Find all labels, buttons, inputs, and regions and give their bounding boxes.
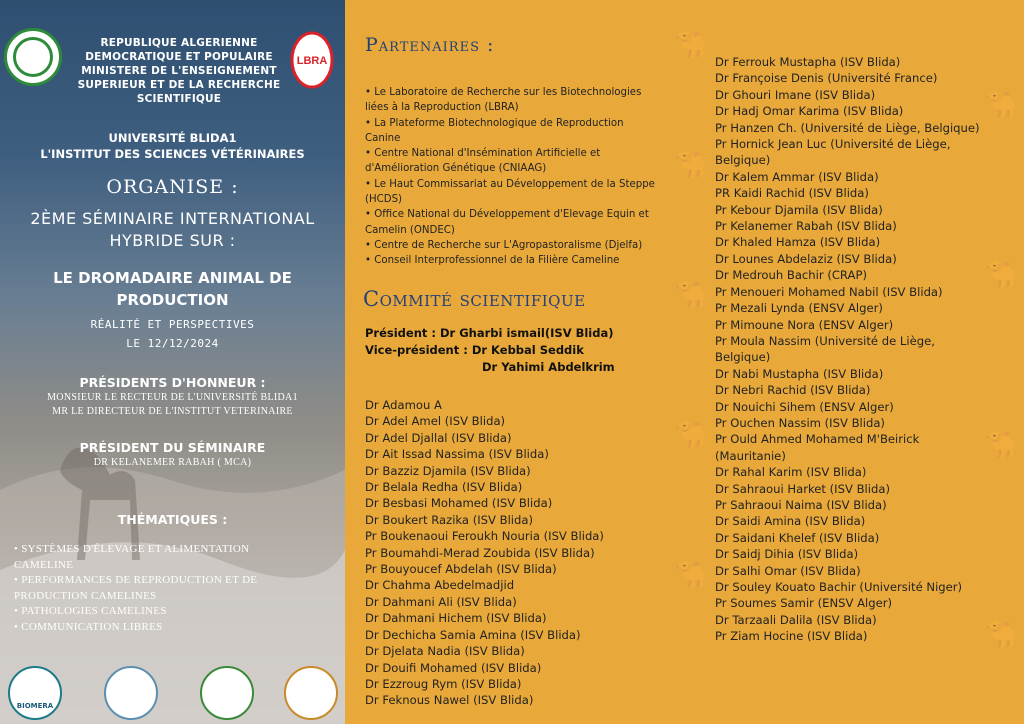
committee-member: Pr Soumes Samir (ENSV Alger) — [715, 596, 893, 611]
committee-member: Pr Bouyoucef Abdelah (ISV Blida) — [365, 562, 557, 577]
committee-member: Dr Saidi Amina (ISV Blida) — [715, 514, 866, 529]
committee-member: Pr Sahraoui Naima (ISV Blida) — [715, 497, 887, 512]
organise-label: ORGANISE : — [106, 176, 239, 198]
committee-member: Pr Ould Ahmed Mohamed M'Beirick — [715, 432, 920, 447]
committee-president: Président : Dr Gharbi ismail(ISV Blida) — [365, 326, 614, 340]
committee-member: Dr Boukert Razika (ISV Blida) — [365, 512, 534, 527]
honour-line-1: MONSIEUR LE RECTEUR DE L'UNIVERSITÉ BLIDA1 — [47, 392, 298, 403]
institute-name: L'INSTITUT DES SCIENCES VÉTÉRINAIRES — [40, 147, 305, 161]
committee-member: Pr Boumahdi-Merad Zoubida (ISV Blida) — [365, 545, 595, 560]
committee-member: Pr Ouchen Nassim (ISV Blida) — [715, 415, 885, 430]
committee-member: Pr Mimoune Nora (ENSV Alger) — [715, 317, 894, 332]
sponsor-logos — [0, 660, 345, 724]
ministry-heading: REPUBLIQUE ALGERIENNE DEMOCRATIQUE ET POPULAIRE MINISTERE DE L'ENSEIGNEMENT SUPERIEUR ET DE LA RECHERCHE SCIENTIFIQUE — [77, 37, 281, 105]
sponsor-logo-2 — [104, 666, 158, 720]
honour-heading: PRÉSIDENTS D'HONNEUR : — [79, 375, 266, 390]
seminar-president-heading: PRÉSIDENT DU SÉMINAIRE — [79, 440, 266, 455]
committee-members-column-2 — [715, 54, 1018, 645]
committee-member: Belgique) — [715, 350, 771, 365]
event-subtitle — [0, 315, 345, 353]
subtitle-text: RÉALITÉ ET PERSPECTIVES — [90, 318, 255, 331]
right-panel — [345, 0, 1024, 724]
seminar-president-name: DR KELANEMER RABAH ( MCA) — [93, 457, 252, 468]
committee-member: (Mauritanie) — [715, 448, 786, 463]
partner-item: • Le Laboratoire de Recherche sur les Biotechnologies liées à la Reproduction (LBRA) — [365, 87, 642, 114]
committee-member: Dr Ghouri Imane (ISV Blida) — [715, 87, 876, 102]
seminar-line-1: 2ÈME SÉMINAIRE INTERNATIONAL — [30, 209, 315, 228]
theme-line-2: PRODUCTION — [116, 291, 229, 309]
lbra-logo — [288, 30, 336, 90]
committee-member: Dr Bazziz Djamila (ISV Blida) — [365, 463, 531, 478]
partner-item: • Office National du Développement d'Elevage Equin et Camelin (ONDEC) — [365, 209, 649, 236]
committee-member: Dr Khaled Hamza (ISV Blida) — [715, 235, 881, 250]
committee-member: Dr Nabi Mustapha (ISV Blida) — [715, 366, 884, 381]
biomera-logo: BIOMERA — [8, 666, 62, 720]
committee-member: Dr Nouichi Sihem (ENSV Alger) — [715, 399, 894, 414]
committee-member: Dr Souley Kouato Bachir (Université Niger) — [715, 580, 963, 594]
committee-member: PR Kaidi Rachid (ISV Blida) — [715, 186, 869, 201]
committee-member: Dr Dahmani Hichem (ISV Blida) — [365, 611, 547, 626]
theme-item: PRODUCTION CAMELINES — [14, 589, 157, 602]
committee-member: Dr Feknous Nawel (ISV Blida) — [365, 693, 534, 708]
university-block — [0, 130, 345, 162]
committee-member: Pr Hanzen Ch. (Université de Liège, Belgique) — [715, 120, 980, 135]
committee-member: Pr Kelanemer Rabah (ISV Blida) — [715, 219, 897, 234]
committee-member: Pr Hornick Jean Luc (Université de Liège, — [715, 137, 951, 152]
camel-pattern-icon: 🐪 — [985, 90, 1018, 120]
committee-member: Dr Ferrouk Mustapha (ISV Blida) — [715, 55, 901, 69]
committee-member: Dr Dechicha Samia Amina (ISV Blida) — [365, 627, 581, 642]
committee-vice-president: Vice-président : Dr Kebbal Seddik — [365, 343, 584, 357]
camel-pattern-icon: 🐪 — [985, 260, 1018, 290]
committee-member: Dr Salhi Omar (ISV Blida) — [715, 563, 861, 578]
committee-member: Dr Saidj Dihia (ISV Blida) — [715, 547, 859, 562]
committee-member: Dr Chahma Abedelmadjid — [365, 578, 515, 593]
themes-heading: THÉMATIQUES : — [117, 512, 228, 527]
committee-member: Dr Hadj Omar Karima (ISV Blida) — [715, 104, 904, 119]
partner-item: • Le Haut Commissariat au Développement de la Steppe (HCDS) — [365, 178, 655, 206]
committee-members-column-1 — [365, 397, 655, 709]
camel-pattern-icon: 🐪 — [675, 560, 708, 590]
camel-pattern-icon: 🐪 — [985, 620, 1018, 650]
committee-member: Dr Françoise Denis (Université France) — [715, 71, 938, 86]
university-name: UNIVERSITÉ BLIDA1 — [108, 131, 237, 145]
sponsor-logo-3 — [200, 666, 254, 720]
theme-item: • COMMUNICATION LIBRES — [14, 620, 163, 633]
committee-member: Belgique) — [715, 153, 771, 168]
left-panel — [0, 0, 345, 724]
committee-member: Dr Douifi Mohamed (ISV Blida) — [365, 660, 542, 675]
committee-member: Dr Adamou A — [365, 398, 442, 412]
republic-logo — [4, 28, 62, 86]
committee-member: Dr Nebri Rachid (ISV Blida) — [715, 383, 871, 398]
honour-line-2: MR LE DIRECTEUR DE L'INSTITUT VETERINAIRE — [52, 406, 293, 417]
theme-item: CAMELINE — [14, 558, 74, 571]
committee-member: Dr Djelata Nadia (ISV Blida) — [365, 644, 525, 659]
event-date: LE 12/12/2024 — [126, 337, 219, 350]
committee-member: Dr Ait Issad Nassima (ISV Blida) — [365, 447, 549, 462]
committee-member: Pr Menoueri Mohamed Nabil (ISV Blida) — [715, 284, 943, 299]
committee-member: Pr Kebour Djamila (ISV Blida) — [715, 202, 883, 217]
partner-item: • Conseil Interprofessionnel de la Filière Cameline — [365, 255, 620, 267]
committee-title: Commité scientifique — [363, 287, 586, 311]
committee-member: Pr Ziam Hocine (ISV Blida) — [715, 629, 868, 644]
partners-title: Partenaires : — [365, 34, 495, 56]
themes-list — [14, 542, 344, 635]
committee-presidents — [365, 325, 665, 376]
camel-pattern-icon: 🐪 — [675, 420, 708, 450]
committee-member: Dr Lounes Abdelaziz (ISV Blida) — [715, 251, 897, 266]
sponsor-logo-4 — [284, 666, 338, 720]
committee-member: Pr Mezali Lynda (ENSV Alger) — [715, 301, 883, 316]
committee-member: Dr Medrouh Bachir (CRAP) — [715, 268, 867, 283]
partner-item: • Centre National d'Insémination Artificielle et d'Amélioration Génétique (CNIAAG) — [365, 148, 601, 175]
camel-pattern-icon: 🐪 — [675, 30, 708, 60]
committee-member: Dr Sahraoui Harket (ISV Blida) — [715, 481, 890, 496]
theme-item: • PATHOLOGIES CAMELINES — [14, 605, 167, 617]
committee-member: Dr Besbasi Mohamed (ISV Blida) — [365, 496, 553, 511]
committee-member: Dr Rahal Karim (ISV Blida) — [715, 465, 867, 480]
seminar-title — [0, 208, 345, 252]
theme-item: • PERFORMANCES DE REPRODUCTION ET DE — [14, 574, 258, 586]
partners-list — [365, 85, 660, 269]
committee-member: Pr Moula Nassim (Université de Liège, — [715, 333, 935, 348]
camel-pattern-icon: 🐪 — [985, 430, 1018, 460]
committee-member: Dr Dahmani Ali (ISV Blida) — [365, 594, 517, 609]
committee-member: Dr Kalem Ammar (ISV Blida) — [715, 169, 879, 184]
event-theme — [0, 267, 345, 311]
camel-pattern-icon: 🐪 — [675, 280, 708, 310]
committee-vice-president-2: Dr Yahimi Abdelkrim — [482, 360, 615, 374]
committee-member: Dr Belala Redha (ISV Blida) — [365, 480, 523, 495]
committee-member: Dr Ezzroug Rym (ISV Blida) — [365, 676, 522, 691]
committee-member: Dr Tarzaali Dalila (ISV Blida) — [715, 612, 877, 627]
theme-line-1: LE DROMADAIRE ANIMAL DE — [53, 269, 292, 287]
seminar-line-2: HYBRIDE SUR : — [109, 231, 236, 250]
committee-member: Dr Adel Amel (ISV Blida) — [365, 414, 506, 429]
committee-member: Dr Saidani Khelef (ISV Blida) — [715, 530, 880, 545]
partner-item: • La Plateforme Biotechnologique de Reproduction Canine — [365, 117, 624, 144]
committee-member: Dr Adel Djallal (ISV Blida) — [365, 430, 512, 445]
partner-item: • Centre de Recherche sur L'Agropastoralisme (Djelfa) — [365, 239, 643, 251]
svg-text:LBRA: LBRA — [296, 55, 328, 67]
camel-pattern-icon: 🐪 — [675, 150, 708, 180]
committee-member: Pr Boukenaoui Feroukh Nouria (ISV Blida) — [365, 529, 604, 544]
theme-item: • SYSTÈMES D'ÉLEVAGE ET ALIMENTATION — [14, 543, 250, 555]
